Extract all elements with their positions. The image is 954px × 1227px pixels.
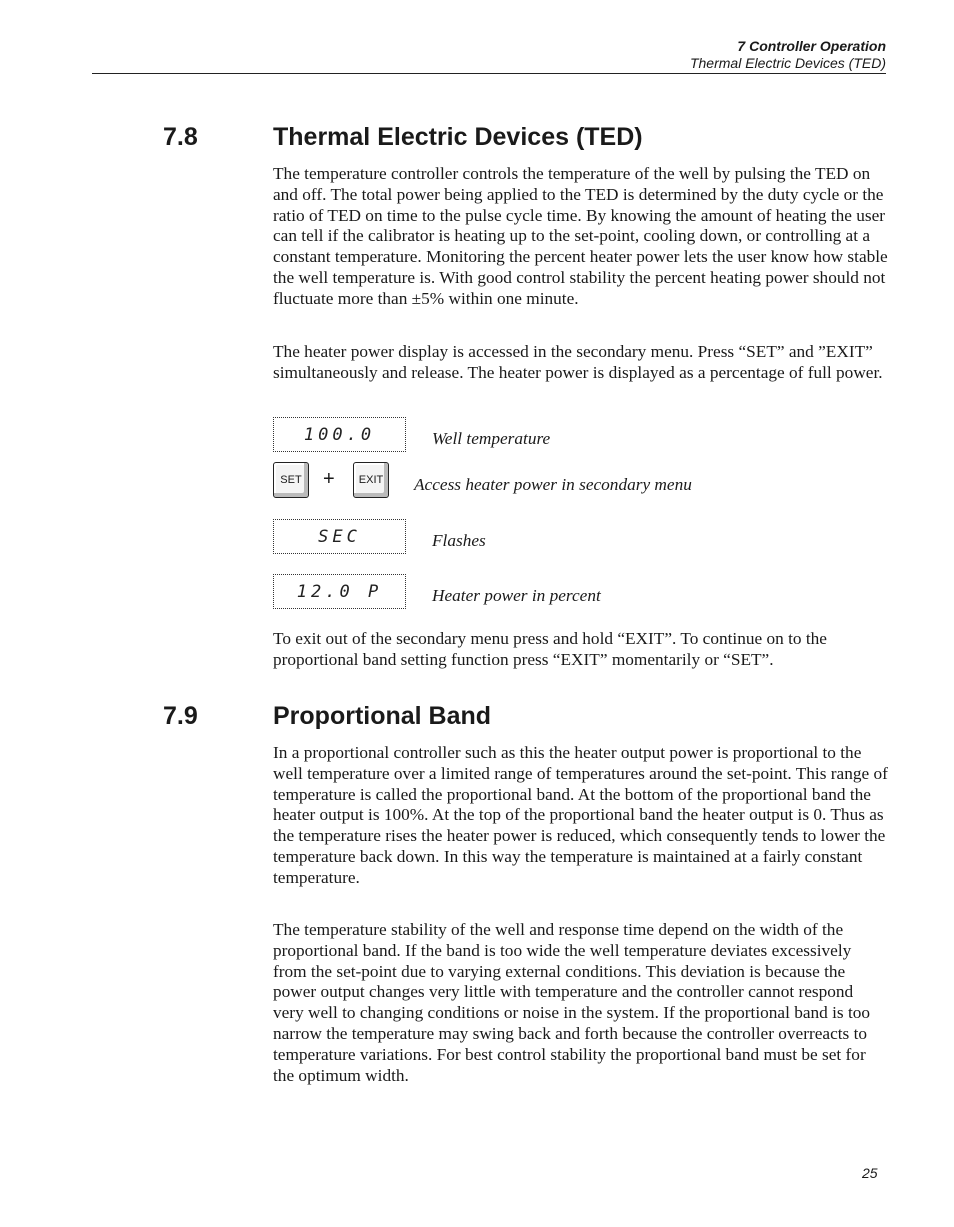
section-title: Proportional Band (273, 702, 492, 730)
lcd-display-well-temperature: 100.0 (273, 417, 406, 452)
running-header (92, 38, 886, 74)
section-title: Thermal Electric Devices (TED) (273, 123, 643, 151)
paragraph-ted-3: To exit out of the secondary menu press and hold “EXIT”. To continue on to the proportional band setting function press “EXIT” momentarily or “SET”. (273, 629, 827, 669)
caption-well-temperature: Well temperature (432, 429, 551, 448)
exit-key-icon: EXIT (353, 462, 389, 498)
lcd-display-sec: SEC (273, 519, 406, 554)
section-number: 7.9 (163, 702, 198, 730)
paragraph-ted-2: The heater power display is accessed in the secondary menu. Press “SET” and ”EXIT” simultaneously and release. The heater power is displayed as a percentage of full power. (273, 342, 883, 382)
set-key-icon: SET (273, 462, 309, 498)
lcd-display-heater-power: 12.0 P (273, 574, 406, 609)
caption-heater-power-percent: Heater power in percent (432, 586, 601, 605)
section-number: 7.8 (163, 123, 198, 151)
paragraph-ted-1: The temperature controller controls the temperature of the well by pulsing the TED on and off. The total power being applied to the TED is determined by the duty cycle or the ratio of TED on time to the pulse cycle time. By knowing the amount of heating the user can tell if the calibrator is heating up to the set-point, cooling down, or controlling at a constant temperature. Monitoring the percent heater power lets the user know how stable the well temperature is. With good control stability the percent heating power should not fluctuate more than ±5% within one minute. (273, 164, 888, 308)
section-heading-7-8 (163, 122, 643, 152)
paragraph-band-2: The temperature stability of the well and response time depend on the width of the proportional band. If the band is too wide the well temperature deviates excessively from the set-point due to varying external conditions. This deviation is because the power output changes very little with temperature and the controller cannot respond very well to changing conditions or noise in the system. If the proportional band is too narrow the temperature may swing back and forth because the controller overreacts to temperature variations. For best control stability the proportional band must be set for the optimum width. (273, 920, 871, 1085)
caption-access-heater-power: Access heater power in secondary menu (414, 475, 692, 494)
paragraph-band-1: In a proportional controller such as this the heater output power is proportional to the well temperature over a limited range of temperatures around the set-point. This range of temperature is called the proportional band. At the bottom of the proportional band the heater output is 100%. At the top of the proportional band the heater output is 0. Thus as the temperature rises the heater power is reduced, which consequently tends to lower the temperature back down. In this way the temperature is maintained at a fairly constant temperature. (273, 743, 888, 887)
page-number: 25 (862, 1165, 878, 1181)
header-chapter: 7 Controller Operation (737, 38, 886, 54)
caption-flashes: Flashes (432, 531, 486, 550)
plus-sign: + (323, 468, 335, 490)
section-heading-7-9 (163, 701, 491, 731)
header-section: Thermal Electric Devices (TED) (689, 55, 886, 71)
